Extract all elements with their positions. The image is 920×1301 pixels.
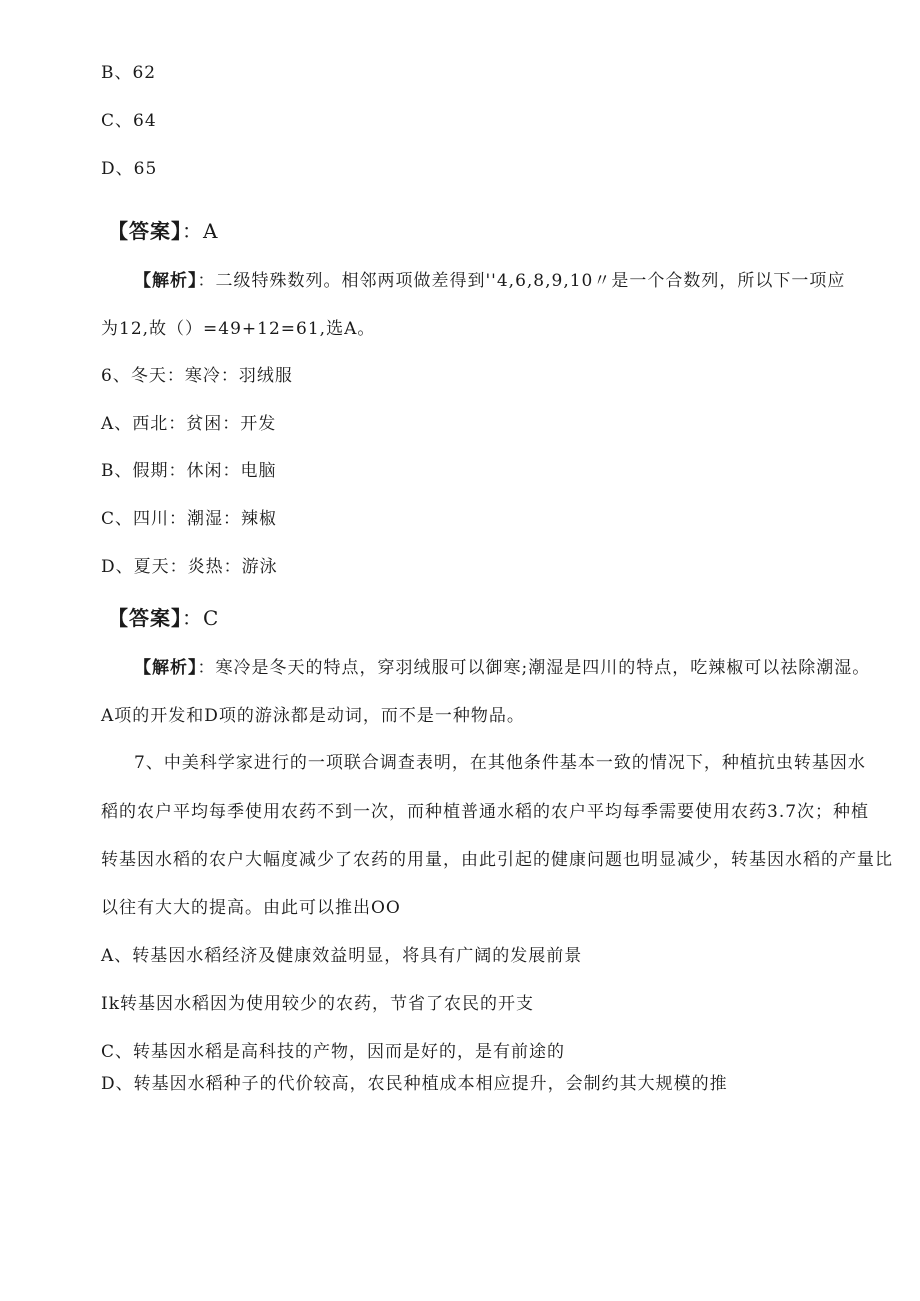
answer-tag: 【答案】 <box>108 606 182 630</box>
analysis-tag: 【解析】 <box>134 658 198 678</box>
q6-option-c: C、四川：潮湿：辣椒 <box>101 509 278 529</box>
q7-stem-line3: 转基因水稻的农户大幅度减少了农药的用量，由此引起的健康问题也明显减少，转基因水稻的产量比 <box>101 850 893 870</box>
q6-analysis-line2: A项的开发和D项的游泳都是动词，而不是一种物品。 <box>101 706 525 726</box>
q5-analysis-line1 <box>134 270 845 292</box>
q5-analysis-line2: 为12,故（）=49+12=61,选A。 <box>101 319 376 339</box>
q7-stem-line4: 以往有大大的提高。由此可以推出OO <box>101 898 401 918</box>
q6-option-a: A、西北：贫困：开发 <box>101 414 277 434</box>
analysis-text: ：寒冷是冬天的特点，穿羽绒服可以御寒;潮湿是四川的特点，吃辣椒可以祛除潮湿。 <box>197 658 871 678</box>
analysis-tag: 【解析】 <box>134 271 198 291</box>
answer-value: ：C <box>182 606 220 630</box>
answer-tag: 【答案】 <box>108 219 182 243</box>
q7-option-d: D、转基因水稻种子的代价较高，农民种植成本相应提升，会制约其大规模的推 <box>101 1074 728 1094</box>
q5-option-d: D、65 <box>101 159 158 179</box>
analysis-text: ：二级特殊数列。相邻两项做差得到''4,6,8,9,10〃是一个合数列，所以下一项应 <box>197 271 846 291</box>
q7-option-c: C、转基因水稻是高科技的产物，因而是好的，是有前途的 <box>101 1042 566 1062</box>
q6-option-b: B、假期：休闲：电脑 <box>101 461 277 481</box>
q7-option-b: Ik转基因水稻因为使用较少的农药，节省了农民的开支 <box>101 994 535 1014</box>
q5-option-c: C、64 <box>101 111 157 131</box>
q6-answer <box>108 605 219 631</box>
answer-value: ：A <box>182 219 219 243</box>
q7-stem-line2: 稻的农户平均每季使用农药不到一次，而种植普通水稻的农户平均每季需要使用农药3.7次；种植 <box>101 802 870 822</box>
q6-analysis-line1 <box>134 657 870 679</box>
q7-option-a: A、转基因水稻经济及健康效益明显，将具有广阔的发展前景 <box>101 946 583 966</box>
q5-option-b: B、62 <box>101 63 157 83</box>
q6-stem: 6、冬天：寒冷：羽绒服 <box>101 366 293 386</box>
q5-answer <box>108 218 218 244</box>
q6-option-d: D、夏天：炎热：游泳 <box>101 557 278 577</box>
q7-stem-line1: 7、中美科学家进行的一项联合调查表明，在其他条件基本一致的情况下，种植抗虫转基因水 <box>134 753 866 773</box>
